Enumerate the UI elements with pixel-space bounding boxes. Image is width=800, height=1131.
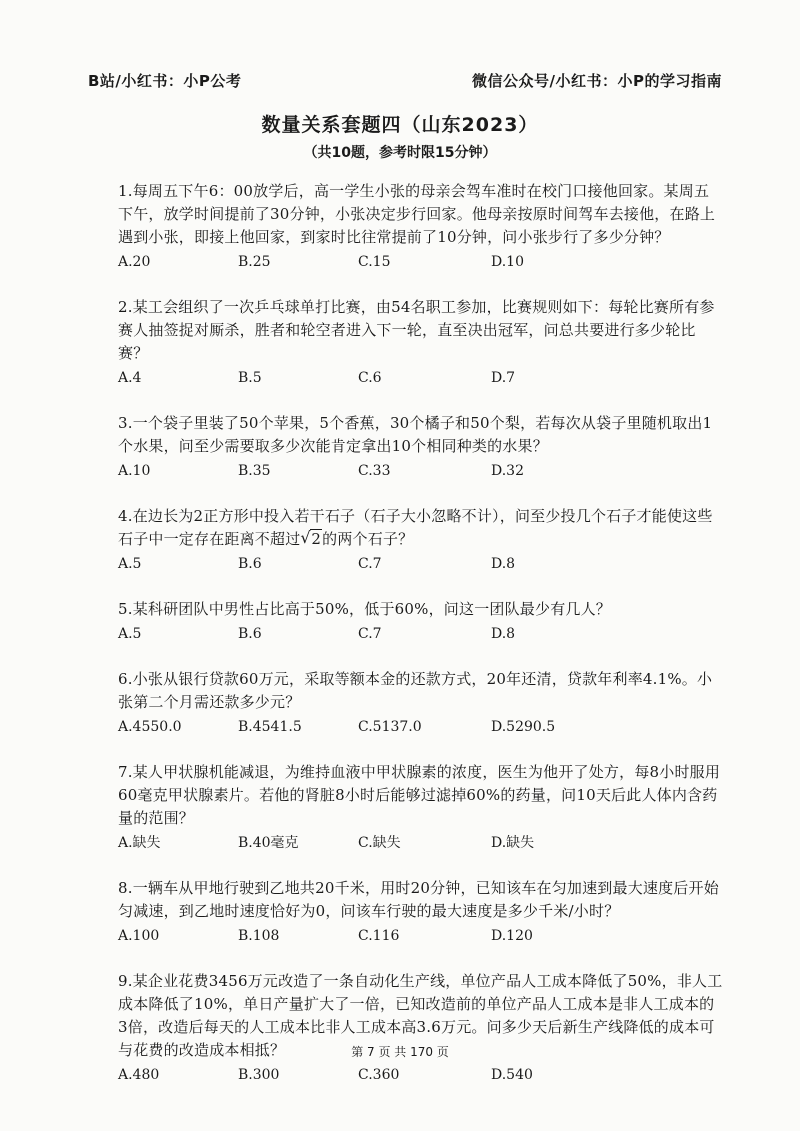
option-d: D.540 (491, 1067, 533, 1083)
option-a: A.缺失 (118, 835, 161, 851)
option-c: C.33 (358, 463, 391, 479)
option-d: D.8 (491, 556, 516, 572)
option-a: A.4 (118, 370, 142, 386)
option-d: D.缺失 (491, 835, 535, 851)
option-row (118, 252, 724, 272)
question-text (118, 505, 724, 551)
sqrt-expression (300, 528, 322, 551)
option-a: A.5 (118, 556, 142, 572)
question-text-before: 4.在边长为2正方形中投入若干石子（石子大小忽略不计），问至少投几个石子才能使这些石子中一定存在距离不超过 (118, 507, 713, 548)
option-row (118, 368, 724, 388)
option-a: A.20 (118, 254, 151, 270)
option-row (118, 1065, 724, 1085)
option-b: B.4541.5 (238, 719, 302, 735)
header-left-source: B站/小红书：小P公考 (88, 72, 242, 90)
question-text: 6.小张从银行贷款60万元，采取等额本金的还款方式，20年还清，贷款年利率4.1%。小张第二个月需还款多少元？ (118, 670, 713, 711)
option-d: D.10 (491, 254, 524, 270)
option-d: D.7 (491, 370, 516, 386)
option-b: B.300 (238, 1067, 280, 1083)
question-text-after: 的两个石子？ (322, 530, 414, 548)
option-c: C.缺失 (358, 835, 401, 851)
option-row (118, 926, 724, 946)
option-b: B.5 (238, 370, 262, 386)
question-2 (118, 296, 724, 388)
option-row (118, 717, 724, 737)
option-row (118, 554, 724, 574)
question-1 (118, 180, 724, 272)
option-b: B.35 (238, 463, 271, 479)
option-c: C.5137.0 (358, 719, 422, 735)
question-text: 8.一辆车从甲地行驶到乙地共20千米，用时20分钟，已知该车在匀加速到最大速度后开始匀减速，到乙地时速度恰好为0，问该车行驶的最大速度是多少千米/小时？ (118, 879, 719, 920)
option-d: D.5290.5 (491, 719, 556, 735)
option-c: C.15 (358, 254, 391, 270)
option-a: A.480 (118, 1067, 160, 1083)
option-d: D.32 (491, 463, 524, 479)
option-a: A.5 (118, 626, 142, 642)
question-8 (118, 877, 724, 946)
page-title: 数量关系套题四（山东2023） (261, 114, 539, 136)
question-5 (118, 598, 724, 644)
option-a: A.10 (118, 463, 151, 479)
question-4 (118, 505, 724, 574)
question-text: 7.某人甲状腺机能减退，为维持血液中甲状腺素的浓度，医生为他开了处方，每8小时服用60毫克甲状腺素片。若他的肾脏8小时后能够过滤掉60%的药量，问10天后此人体内含药量的范围？ (118, 763, 721, 827)
question-3 (118, 412, 724, 481)
option-b: B.6 (238, 556, 262, 572)
option-d: D.120 (491, 928, 533, 944)
question-text: 5.某科研团队中男性占比高于50%，低于60%，问这一团队最少有几人？ (118, 600, 611, 618)
option-c: C.116 (358, 928, 400, 944)
question-6 (118, 668, 724, 737)
option-a: A.4550.0 (118, 719, 182, 735)
option-b: B.108 (238, 928, 280, 944)
option-c: C.7 (358, 626, 382, 642)
option-b: B.25 (238, 254, 271, 270)
header-right-source: 微信公众号/小红书：小P的学习指南 (472, 72, 722, 90)
option-c: C.6 (358, 370, 382, 386)
sqrt-sign: √ (300, 528, 311, 547)
page-number-footer: 第 7 页 共 170 页 (351, 1045, 449, 1059)
option-b: B.40毫克 (238, 835, 299, 851)
option-row (118, 833, 724, 853)
option-row (118, 624, 724, 644)
question-list (118, 180, 724, 1109)
option-a: A.100 (118, 928, 160, 944)
option-c: C.7 (358, 556, 382, 572)
option-row (118, 461, 724, 481)
question-7 (118, 761, 724, 853)
option-b: B.6 (238, 626, 262, 642)
option-c: C.360 (358, 1067, 400, 1083)
sqrt-argument: 2 (311, 530, 322, 548)
question-text: 3.一个袋子里装了50个苹果，5个香蕉，30个橘子和50个梨，若每次从袋子里随机取出1个水果，问至少需要取多少次能肯定拿出10个相同种类的水果？ (118, 414, 713, 455)
page-subtitle: （共10题，参考时限15分钟） (303, 145, 497, 161)
question-9 (118, 970, 724, 1085)
option-d: D.8 (491, 626, 516, 642)
question-text: 2.某工会组织了一次乒乓球单打比赛，由54名职工参加，比赛规则如下：每轮比赛所有参赛人抽签捉对厮杀，胜者和轮空者进入下一轮，直至决出冠军，问总共要进行多少轮比赛？ (118, 298, 715, 362)
question-text: 9.某企业花费3456万元改造了一条自动化生产线，单位产品人工成本降低了50%，非人工成本降低了10%，单日产量扩大了一倍，已知改造前的单位产品人工成本是非人工成本的3倍，改造后每天的人工成本比非人工成本高3.6万元。问多少天后新生产线降低的成本可与花费的改造成本相抵？ (118, 972, 723, 1059)
question-text: 1.每周五下午6：00放学后，高一学生小张的母亲会驾车准时在校门口接他回家。某周五下午，放学时间提前了30分钟，小张决定步行回家。他母亲按原时间驾车去接他，在路上遇到小张，即接上他回家，到家时比往常提前了10分钟，问小张步行了多少分钟？ (118, 182, 716, 246)
